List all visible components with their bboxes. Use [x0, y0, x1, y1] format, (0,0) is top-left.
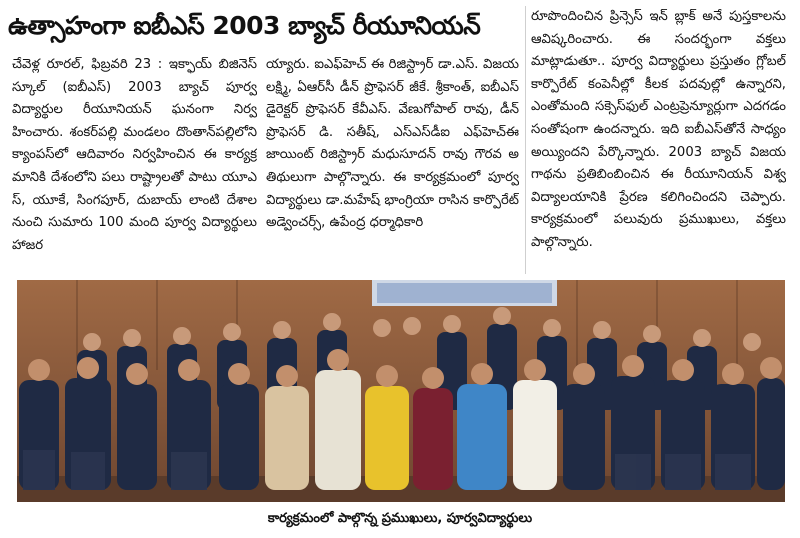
column-divider — [525, 6, 526, 274]
article-column-2: య్యారు. ఐఎఫ్‌హెచ్ ఈ రిజిస్ట్రార్ డా.ఎస్. విజయలక్ష్మి, ఏఆర్‌సీ డీన్ ప్రొఫెసర్ జీకే. శ్రీకాంత్, ఐబీఎస్ డైరెక్టర్ ప్రొఫెసర్ కేవీఎస్. వేణుగోపాల్ రావు, డీన్ ప్రొఫెసర్ డి. సతీష్, ఎస్ఎస్‌డీఐ ఎఫ్‌హెచ్‌ఈ జాయింట్ రిజిస్ట్రార్ మధుసూదన్ రావు గౌరవ అతిథులుగా పాల్గొన్నారు. ఈ కార్యక్రమంలో పూర్వ విద్యార్థులు డా.మహేష్ భాంగ్రియా రాసిన కార్పొరేట్ అడ్వెంచర్స్, ఉపేంద్ర ధర్మాధికారి — [266, 57, 519, 231]
article-column-3: రూపొందించిన ప్రిన్సెస్ ఇన్ బ్లాక్ అనే పుస్తకాలను ఆవిష్కరించారు. ఈ సందర్భంగా వక్తలు మాట్లాడుతూ.. పూర్వ విద్యార్థులు ప్రస్తుతం గ్లోబల్ కార్పొరేట్ కంపెనీల్లో కీలక పదవుల్లో ఉన్నారని, ఎంతోమంది సక్సెస్‌ఫుల్ ఎంట్రప్రెన్యూర్లుగా ఎదగడం సంతోషంగా ఉందన్నారు. ఇది ఐబీఎస్‌తోనే సాధ్యం అయ్యిందని పేర్కొన్నారు. 2003 బ్యాచ్ విజయగాథను ప్రతిబింబించిన ఈ రీయూనియన్ విశ్వవిద్యాలయానికి ప్రేరణ కలిగించిందని చెప్పారు. కార్యక్రమంలో పలువురు ప్రముఖులు, వక్తలు పాల్గొన్నారు. — [531, 9, 786, 250]
photo-caption: కార్యక్రమంలో పాల్గొన్న ప్రముఖులు, పూర్వవిద్యార్థులు — [267, 511, 533, 526]
headline: ఉత్సాహంగా ఐబీఎస్ 2003 బ్యాచ్ రీయూనియన్ — [8, 11, 481, 40]
group-photo-illustration — [17, 280, 785, 502]
group-photo — [17, 280, 785, 502]
article-column-1: చేవెళ్ల రూరల్, ఫిబ్రవరి 23 : ఇక్ఫాయ్ బిజినెస్ స్కూల్ (ఐబీఎస్) 2003 బ్యాచ్ పూర్వ విద్యార్థుల రీయూనియన్ ఘనంగా నిర్వహించారు. శంకర్‌పల్లి మండలం దొంతాన్‌పల్లిలోని క్యాంపస్‌లో ఆదివారం నిర్వహించిన ఈ కార్యక్రమానికి దేశంలోని పలు రాష్ట్రాలతో పాటు యూఎస్, యూకే, సింగపూర్, దుబాయ్ లాంటి దేశాల నుంచి సుమారు 100 మంది పూర్వ విద్యార్థులు హాజర — [12, 57, 257, 253]
